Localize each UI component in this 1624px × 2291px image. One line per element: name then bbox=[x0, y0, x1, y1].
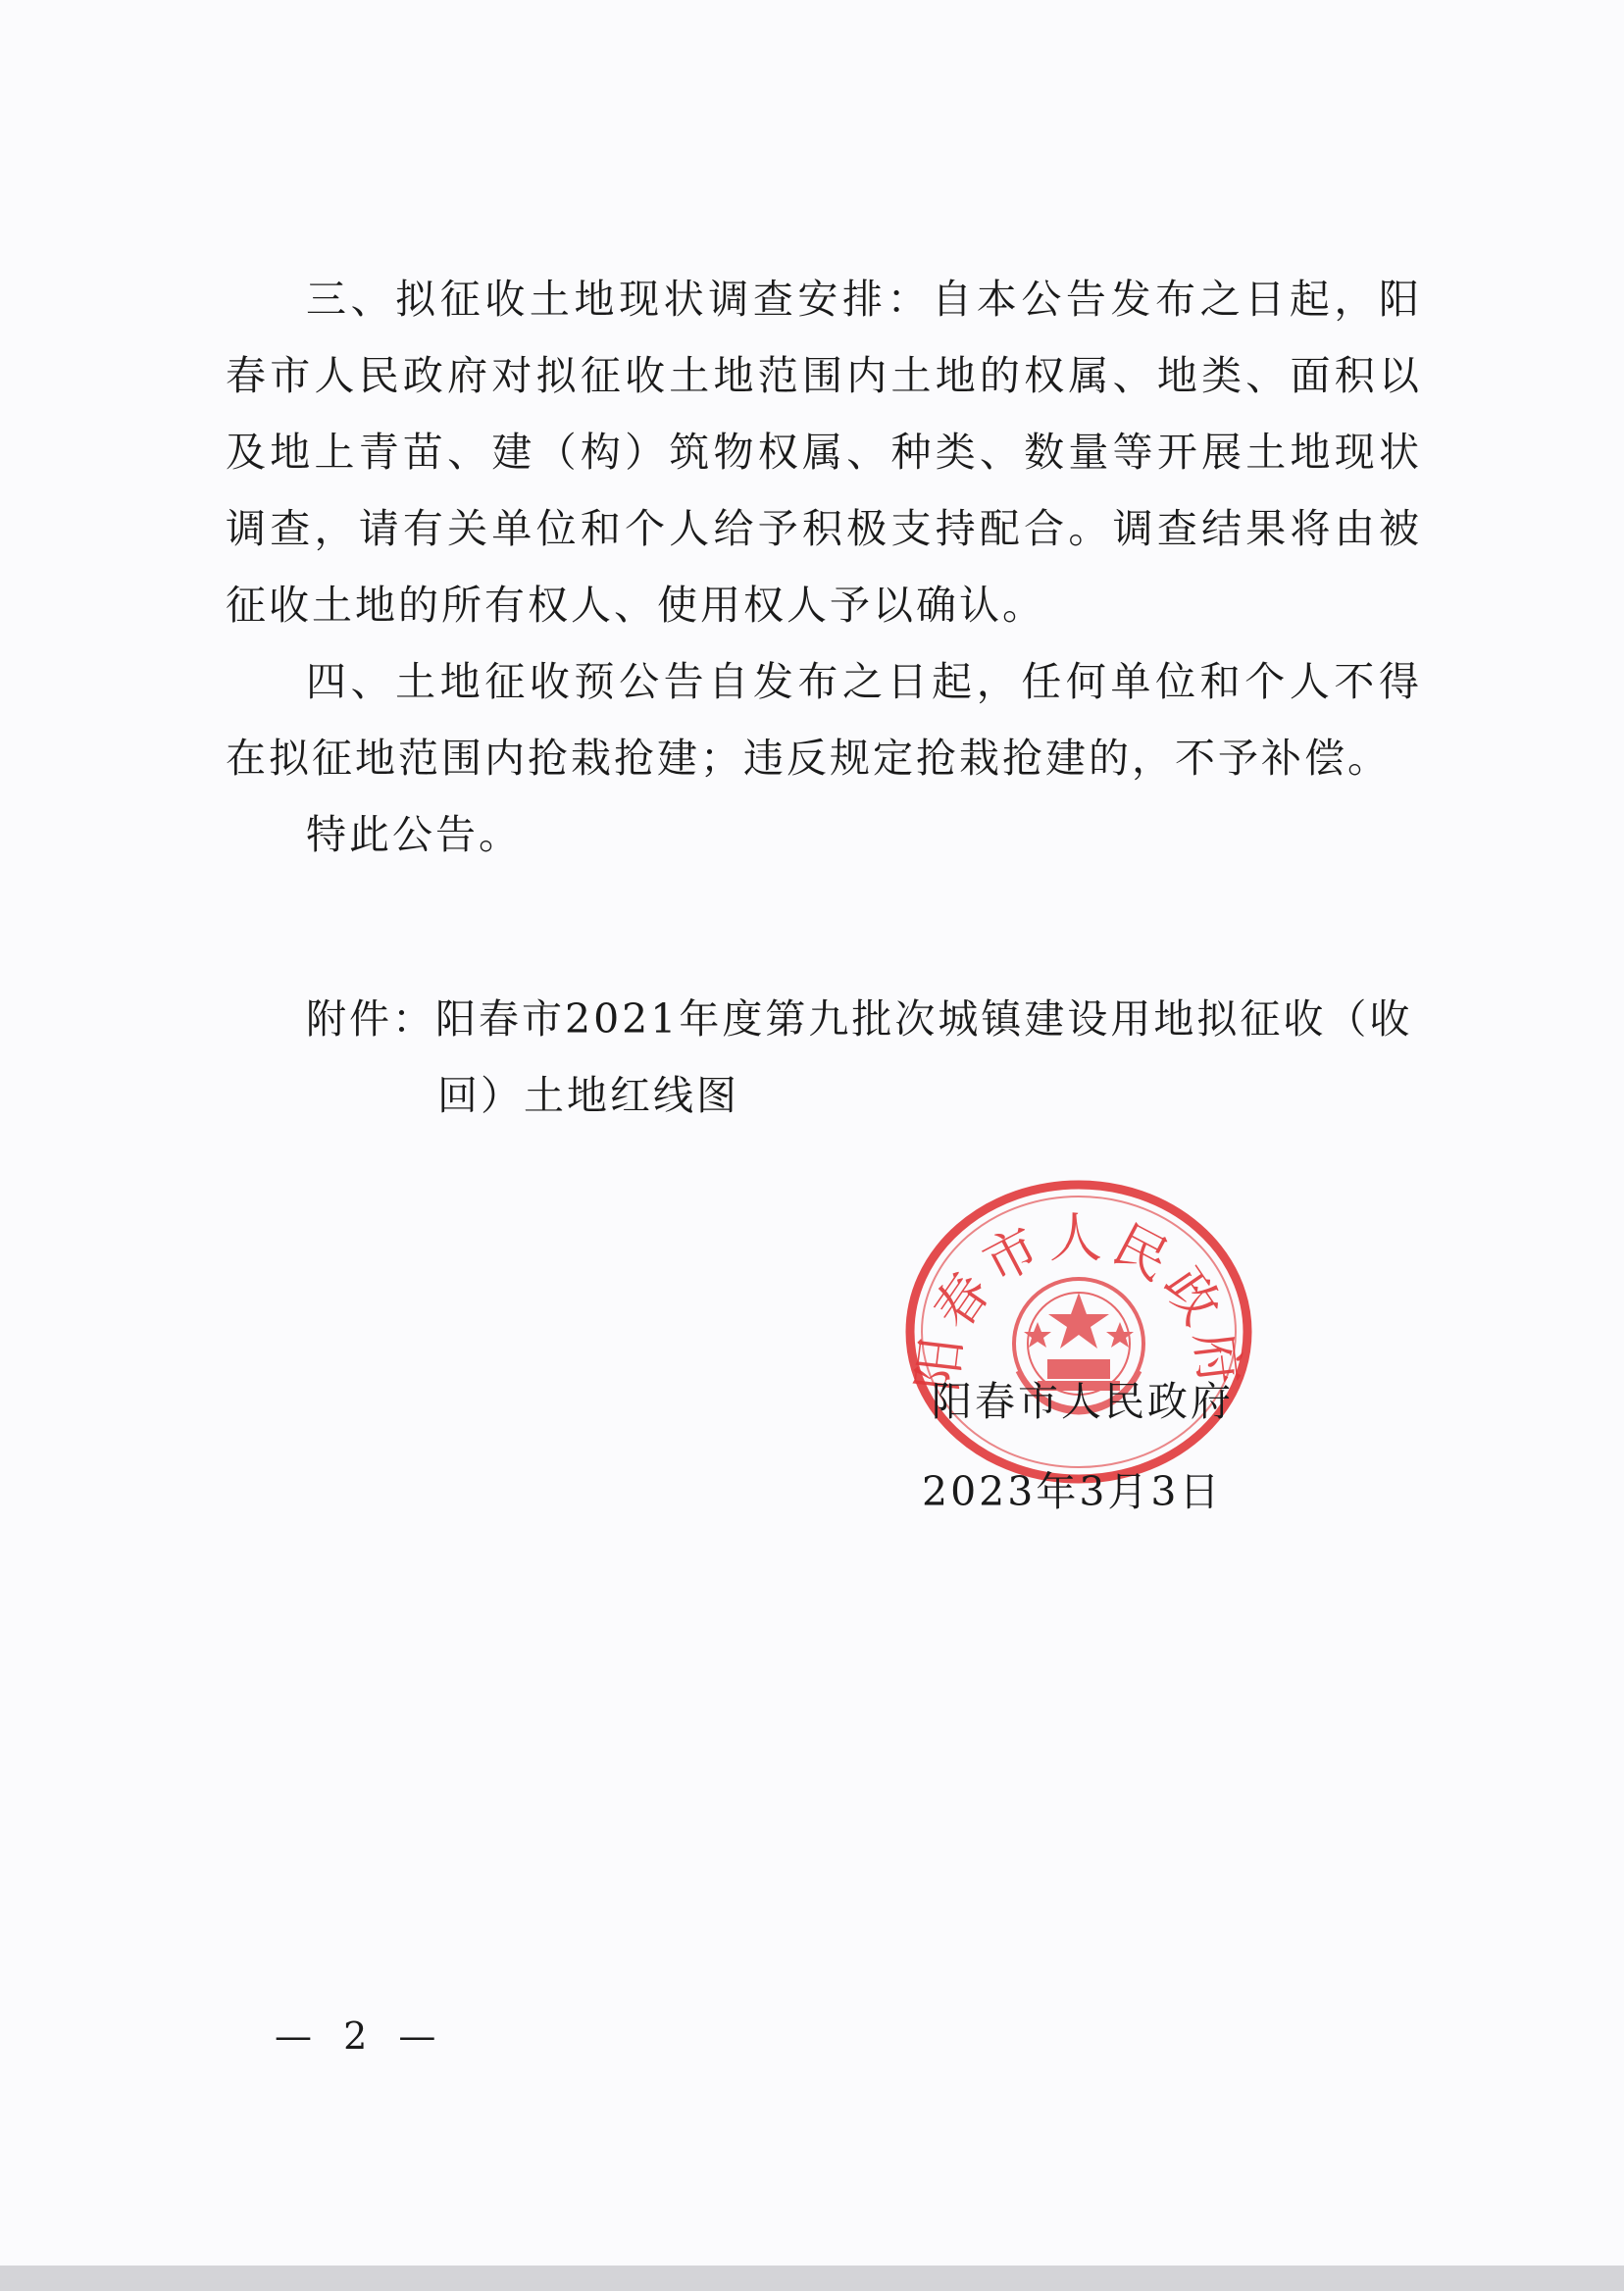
attachment-label: 附件： bbox=[306, 995, 435, 1043]
body-text bbox=[226, 261, 1422, 873]
signature-block bbox=[922, 1373, 1234, 1520]
page-number: — 2 — bbox=[275, 2014, 446, 2058]
closing-statement: 特此公告。 bbox=[306, 811, 522, 858]
attachment-title-line2: 回）土地红线图 bbox=[437, 1072, 739, 1119]
attachment-title-line1: 阳春市2021年度第九批次城镇建设用地拟征收（收 bbox=[435, 995, 1413, 1043]
seal-arc-text: 阳春市人民政府 bbox=[905, 1206, 1252, 1395]
attachment-note bbox=[306, 981, 1414, 1134]
scan-bottom-edge bbox=[0, 2266, 1624, 2291]
paragraph-no-rush-planting: 四、土地征收预公告自发布之日起，任何单位和个人不得在拟征地范围内抢栽抢建；违反规定抢栽抢建的，不予补偿。 bbox=[226, 658, 1422, 782]
paragraph-survey-arrangement: 三、拟征收土地现状调查安排：自本公告发布之日起，阳春市人民政府对拟征收土地范围内土地的权属、地类、面积以及地上青苗、建（构）筑物权属、种类、数量等开展土地现状调查，请有关单位和个人给予积极支持配合。调查结果将由被征收土地的所有权人、使用权人予以确认。 bbox=[226, 276, 1422, 629]
signing-organization: 阳春市人民政府 bbox=[932, 1378, 1234, 1425]
signing-date: 2023年3月3日 bbox=[922, 1468, 1223, 1515]
